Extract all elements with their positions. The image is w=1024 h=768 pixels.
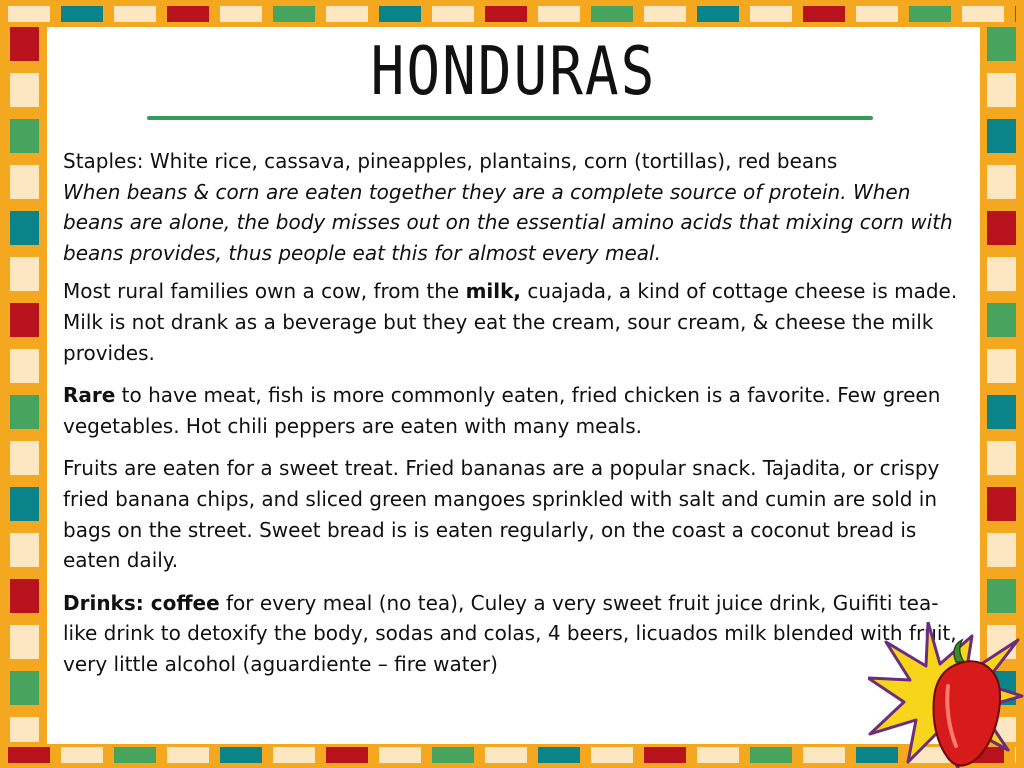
border-tile-top bbox=[803, 6, 845, 22]
border-tile-left bbox=[10, 533, 39, 567]
border-tile-right bbox=[987, 211, 1016, 245]
border-tile-top bbox=[962, 6, 1004, 22]
border-tile-top bbox=[114, 6, 156, 22]
border-tile-bottom bbox=[803, 747, 845, 763]
meat-text: to have meat, fish is more commonly eaten, fried chicken is a favorite. Few green vegetables. Hot chili peppers are eaten with many meals. bbox=[63, 383, 941, 438]
border-tile-right bbox=[987, 533, 1016, 567]
border-tile-right bbox=[987, 73, 1016, 107]
border-tile-bottom bbox=[114, 747, 156, 763]
border-tile-bottom bbox=[326, 747, 368, 763]
border-tile-left bbox=[10, 73, 39, 107]
drinks-text: for every meal (no tea), Culey a very sweet fruit juice drink, Guifiti tea-like drink to detoxify the body, sodas and colas, 4 beers, licuados milk blended with fruit, very little alcohol (aguardiente – fire water) bbox=[63, 590, 957, 676]
border-tile-bottom bbox=[750, 747, 792, 763]
border-tile-right bbox=[987, 27, 1016, 61]
milk-text-after: cuajada, a kind of cottage cheese is made. Milk is not drank as a beverage but they eat the cream, sour cream, & cheese the milk provides. bbox=[63, 279, 958, 365]
border-tile-top bbox=[591, 6, 633, 22]
border-tile-bottom bbox=[485, 747, 527, 763]
fruits-text: Fruits are eaten for a sweet treat. Fried bananas are a popular snack. Tajadita, or crispy fried banana chips, and sliced green mangoes sprinkled with salt and cumin are sold in bags on the street. Sweet bread is is eaten regularly, on the coast a coconut bread is eaten daily. bbox=[63, 456, 940, 573]
border-tile-right bbox=[987, 165, 1016, 199]
milk-paragraph bbox=[63, 276, 963, 368]
border-tile-top bbox=[1015, 6, 1016, 22]
border-tile-top bbox=[61, 6, 103, 22]
border-tile-right bbox=[987, 487, 1016, 521]
border-tile-left bbox=[10, 119, 39, 153]
slide-title: HONDURAS bbox=[370, 33, 657, 111]
border-tile-right bbox=[987, 257, 1016, 291]
border-tile-bottom bbox=[273, 747, 315, 763]
border-tile-top bbox=[909, 6, 951, 22]
border-tile-left bbox=[10, 441, 39, 475]
border-tile-left bbox=[10, 717, 39, 742]
border-tile-left bbox=[10, 303, 39, 337]
border-tile-bottom bbox=[591, 747, 633, 763]
border-tile-top bbox=[379, 6, 421, 22]
border-tile-top bbox=[326, 6, 368, 22]
border-tile-right bbox=[987, 579, 1016, 613]
meat-paragraph bbox=[63, 380, 963, 441]
border-tile-top bbox=[644, 6, 686, 22]
border-tile-top bbox=[8, 6, 50, 22]
meat-bold: Rare bbox=[63, 383, 116, 408]
milk-bold: milk, bbox=[465, 279, 522, 304]
border-tile-top bbox=[750, 6, 792, 22]
border-tile-bottom bbox=[8, 747, 50, 763]
border-tile-left bbox=[10, 211, 39, 245]
border-tile-right bbox=[987, 441, 1016, 475]
staples-line: Staples: White rice, cassava, pineapples, plantains, corn (tortillas), red beans bbox=[63, 149, 838, 173]
border-tile-bottom bbox=[538, 747, 580, 763]
border-tile-bottom bbox=[697, 747, 739, 763]
border-tile-top bbox=[273, 6, 315, 22]
fruits-paragraph bbox=[63, 453, 963, 575]
border-tile-left bbox=[10, 671, 39, 705]
border-tile-top bbox=[220, 6, 262, 22]
border-tile-left bbox=[10, 165, 39, 199]
border-tile-bottom bbox=[61, 747, 103, 763]
border-tile-left bbox=[10, 257, 39, 291]
border-tile-right bbox=[987, 395, 1016, 429]
slide-body bbox=[63, 146, 963, 692]
border-tile-bottom bbox=[220, 747, 262, 763]
border-tile-bottom bbox=[644, 747, 686, 763]
pepper-body-icon bbox=[934, 661, 1000, 765]
border-tile-right bbox=[987, 349, 1016, 383]
staples-paragraph bbox=[63, 146, 963, 268]
title-underline bbox=[147, 116, 873, 120]
border-tile-top bbox=[485, 6, 527, 22]
border-tile-top bbox=[856, 6, 898, 22]
drinks-paragraph bbox=[63, 588, 963, 680]
border-tile-right bbox=[987, 303, 1016, 337]
slide-panel bbox=[47, 27, 980, 744]
border-tile-left bbox=[10, 487, 39, 521]
border-tile-bottom bbox=[432, 747, 474, 763]
border-tile-top bbox=[167, 6, 209, 22]
border-tile-top bbox=[697, 6, 739, 22]
border-tile-top bbox=[538, 6, 580, 22]
border-tile-left bbox=[10, 625, 39, 659]
chili-pepper-burst-icon bbox=[868, 622, 1024, 768]
border-tile-left bbox=[10, 349, 39, 383]
border-tile-bottom bbox=[379, 747, 421, 763]
drinks-bold: Drinks: coffee bbox=[63, 590, 220, 615]
border-tile-left bbox=[10, 27, 39, 61]
staples-note: When beans & corn are eaten together they are a complete source of protein. When beans are alone, the body misses out on the essential amino acids that mixing corn with beans provides, thus people eat this for almost every meal. bbox=[63, 179, 953, 265]
border-tile-bottom bbox=[167, 747, 209, 763]
border-tile-left bbox=[10, 395, 39, 429]
border-tile-left bbox=[10, 579, 39, 613]
border-tile-right bbox=[987, 119, 1016, 153]
milk-text-before: Most rural families own a cow, from the bbox=[63, 279, 466, 304]
border-tile-top bbox=[432, 6, 474, 22]
